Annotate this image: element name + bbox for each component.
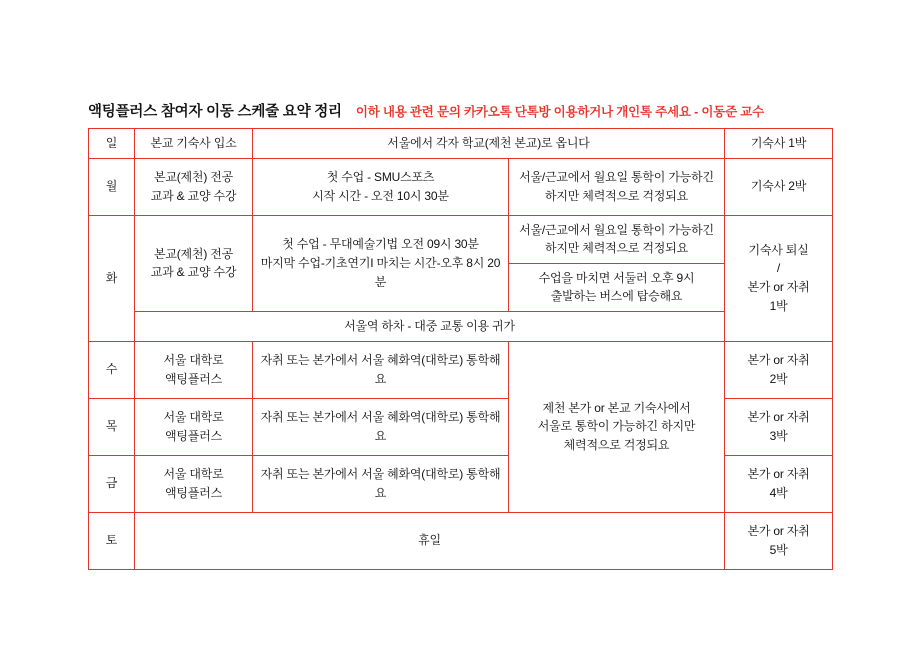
cell-place-fri-line1: 서울 대학로 xyxy=(163,466,224,481)
cell-class-mon-line2: 시작 시간 - 오전 10시 30분 xyxy=(312,188,449,203)
cell-place-tue-line2: 교과 & 교양 수강 xyxy=(150,265,237,280)
cell-note-wed-thu-fri-line2: 서울로 통학이 가능하긴 하지만 xyxy=(537,419,696,434)
cell-place-sun: 본교 기숙사 입소 xyxy=(135,129,253,159)
cell-stay-sun: 기숙사 1박 xyxy=(725,129,833,159)
cell-place-thu-line1: 서울 대학로 xyxy=(163,409,224,424)
cell-class-tue-line2: 마지막 수업-기초연기I 마치는 시간-오후 8시 20분 xyxy=(260,255,501,289)
cell-place-tue-line1: 본교(제천) 전공 xyxy=(153,246,234,261)
cell-class-tue-line1: 첫 수업 - 무대예술기법 오전 09시 30분 xyxy=(282,237,479,252)
cell-note-wed-thu-fri-line1: 제천 본가 or 본교 기숙사에서 xyxy=(542,400,691,415)
cell-note-tue-1 xyxy=(509,215,725,263)
table-row xyxy=(89,215,833,263)
cell-stay-fri-line2: 4박 xyxy=(769,485,788,500)
cell-note-wed-thu-fri-line3: 체력적으로 걱정되요 xyxy=(563,437,670,452)
cell-stay-wed-line2: 2박 xyxy=(769,371,788,386)
cell-stay-thu xyxy=(725,398,833,455)
cell-stay-sat-line2: 5박 xyxy=(769,542,788,557)
cell-place-thu xyxy=(135,398,253,455)
cell-place-wed-line1: 서울 대학로 xyxy=(163,352,224,367)
cell-class-mon xyxy=(253,158,509,215)
cell-note-tue-2-line1: 수업을 마치면 서둘러 오후 9시 xyxy=(538,270,695,285)
cell-note-mon xyxy=(509,158,725,215)
cell-detail-sun: 서울에서 각자 학교(제천 본교)로 옵니다 xyxy=(253,129,725,159)
cell-note-mon-line2: 하지만 체력적으로 걱정되요 xyxy=(545,188,688,203)
cell-day-mon: 월 xyxy=(89,158,135,215)
cell-day-sun: 일 xyxy=(89,129,135,159)
cell-day-sat: 토 xyxy=(89,512,135,569)
cell-stay-sat-line1: 본가 or 자취 xyxy=(747,523,810,538)
cell-place-thu-line2: 액팅플러스 xyxy=(165,428,222,443)
cell-note-tue-1-line1: 서울/근교에서 월요일 통학이 가능하긴 xyxy=(519,222,714,237)
cell-return-tue: 서울역 하차 - 대중 교통 이용 귀가 xyxy=(135,311,725,341)
cell-note-tue-2 xyxy=(509,263,725,311)
table-row xyxy=(89,129,833,159)
cell-place-mon-line2: 교과 & 교양 수강 xyxy=(150,188,237,203)
cell-stay-tue xyxy=(725,215,833,341)
cell-stay-wed-line1: 본가 or 자취 xyxy=(747,352,810,367)
table-row xyxy=(89,311,833,341)
cell-stay-tue-line3: 본가 or 자취 xyxy=(747,280,810,295)
cell-stay-fri xyxy=(725,455,833,512)
cell-class-mon-line1: 첫 수업 - SMU스포츠 xyxy=(326,170,435,184)
table-row xyxy=(89,512,833,569)
cell-place-mon xyxy=(135,158,253,215)
cell-stay-thu-line2: 3박 xyxy=(769,428,788,443)
document-title-row xyxy=(88,100,888,121)
cell-detail-sat: 휴일 xyxy=(135,512,725,569)
cell-day-wed: 수 xyxy=(89,341,135,398)
cell-class-tue xyxy=(253,215,509,311)
cell-place-wed xyxy=(135,341,253,398)
cell-stay-wed xyxy=(725,341,833,398)
cell-place-fri-line2: 액팅플러스 xyxy=(165,485,222,500)
cell-stay-sat xyxy=(725,512,833,569)
cell-note-wed-thu-fri xyxy=(509,341,725,512)
cell-day-fri: 금 xyxy=(89,455,135,512)
table-row xyxy=(89,341,833,398)
cell-place-tue xyxy=(135,215,253,311)
cell-note-tue-1-line2: 하지만 체력적으로 걱정되요 xyxy=(545,241,688,256)
cell-place-fri xyxy=(135,455,253,512)
cell-stay-tue-line2: / xyxy=(776,261,781,276)
cell-stay-thu-line1: 본가 or 자취 xyxy=(747,409,810,424)
cell-note-mon-line1: 서울/근교에서 월요일 통학이 가능하긴 xyxy=(519,170,714,184)
cell-day-tue: 화 xyxy=(89,215,135,341)
cell-commute-wed: 자취 또는 본가에서 서울 혜화역(대학로) 통학해요 xyxy=(253,341,509,398)
title-note: 이하 내용 관련 문의 카카오톡 단톡방 이용하거나 개인톡 주세요 - 이동준 교수 xyxy=(355,105,764,119)
cell-commute-thu: 자취 또는 본가에서 서울 혜화역(대학로) 통학해요 xyxy=(253,398,509,455)
cell-stay-tue-line1: 기숙사 퇴실 xyxy=(748,242,809,257)
cell-note-tue-2-line2: 출발하는 버스에 탑승해요 xyxy=(550,289,683,304)
cell-place-wed-line2: 액팅플러스 xyxy=(165,371,222,386)
page-title: 액팅플러스 참여자 이동 스케줄 요약 정리 xyxy=(88,104,342,120)
cell-day-thu: 목 xyxy=(89,398,135,455)
cell-place-mon-line1: 본교(제천) 전공 xyxy=(153,170,234,184)
cell-commute-fri: 자취 또는 본가에서 서울 혜화역(대학로) 통학해요 xyxy=(253,455,509,512)
cell-stay-tue-line4: 1박 xyxy=(769,298,788,313)
cell-stay-mon: 기숙사 2박 xyxy=(725,158,833,215)
cell-stay-fri-line1: 본가 or 자취 xyxy=(747,466,810,481)
schedule-table xyxy=(88,128,833,570)
table-row xyxy=(89,158,833,215)
